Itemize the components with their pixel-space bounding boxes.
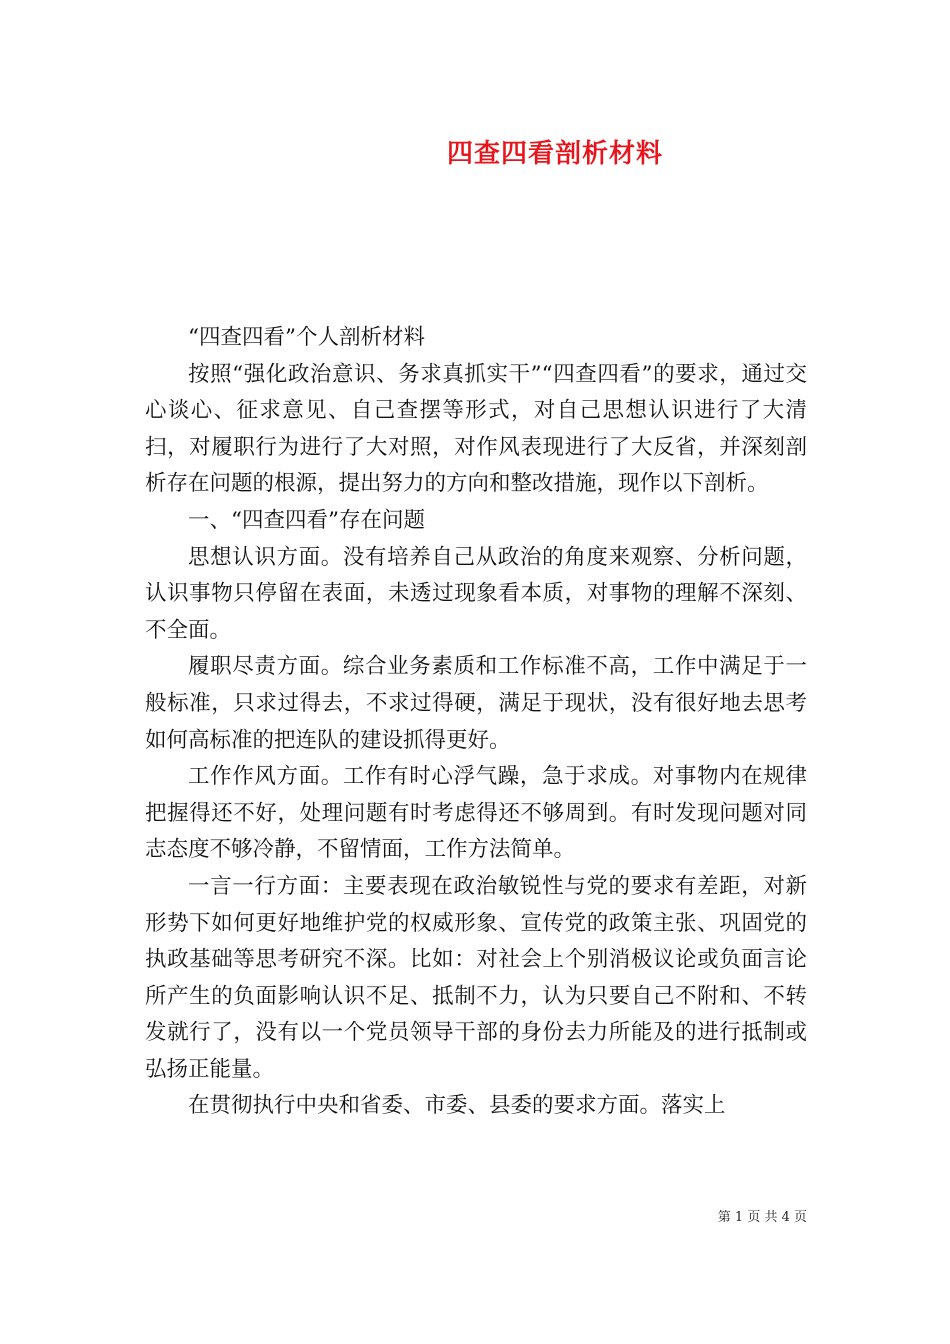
paragraph-implementation: 在贯彻执行中央和省委、市委、县委的要求方面。落实上	[188, 1093, 726, 1119]
document-subtitle: “四查四看”个人剖析材料	[188, 325, 425, 350]
paragraph-conduct: 一言一行方面：主要表现在政治敏锐性与党的要求有差距，对新形势下如何更好地维护党的权威形象、宣传党的政策主张、巩固党的执政基础等思考研究不深。比如：对社会上个别消极议论或负面言论所产生的负面影响认识不足、抵制不力，认为只要自己不附和、不转发就行了，没有以一个党员领导干部的身份去力所能及的进行抵制或弘扬正能量。	[145, 873, 807, 1082]
page-number: 第 1 页 共 4 页	[717, 1210, 807, 1225]
section-heading: 一、“四查四看”存在问题	[188, 507, 425, 533]
paragraph-intro: 按照“强化政治意识、务求真抓实干”“四查四看”的要求，通过交心谈心、征求意见、自己查摆等形式，对自己思想认识进行了大清扫，对履职行为进行了大对照，对作风表现进行了大反省，并深刻剖析存在问题的根源，提出努力的方向和整改措施，现作以下剖析。	[145, 361, 807, 497]
page-title: 四查四看剖析材料	[446, 139, 663, 169]
paragraph-thinking: 思想认识方面。没有培养自己从政治的角度来观察、分析问题，认识事物只停留在表面，未透过现象看本质，对事物的理解不深刻、不全面。	[145, 544, 807, 643]
paragraph-duties: 履职尽责方面。综合业务素质和工作标准不高，工作中满足于一般标准，只求过得去，不求过得硬，满足于现状，没有很好地去思考如何高标准的把连队的建设抓得更好。	[145, 654, 807, 753]
document-body	[145, 320, 807, 1125]
paragraph-work-style: 工作作风方面。工作有时心浮气躁，急于求成。对事物内在规律把握得还不好，处理问题有时考虑得还不够周到。有时发现问题对同志态度不够冷静，不留情面，工作方法简单。	[145, 764, 807, 863]
